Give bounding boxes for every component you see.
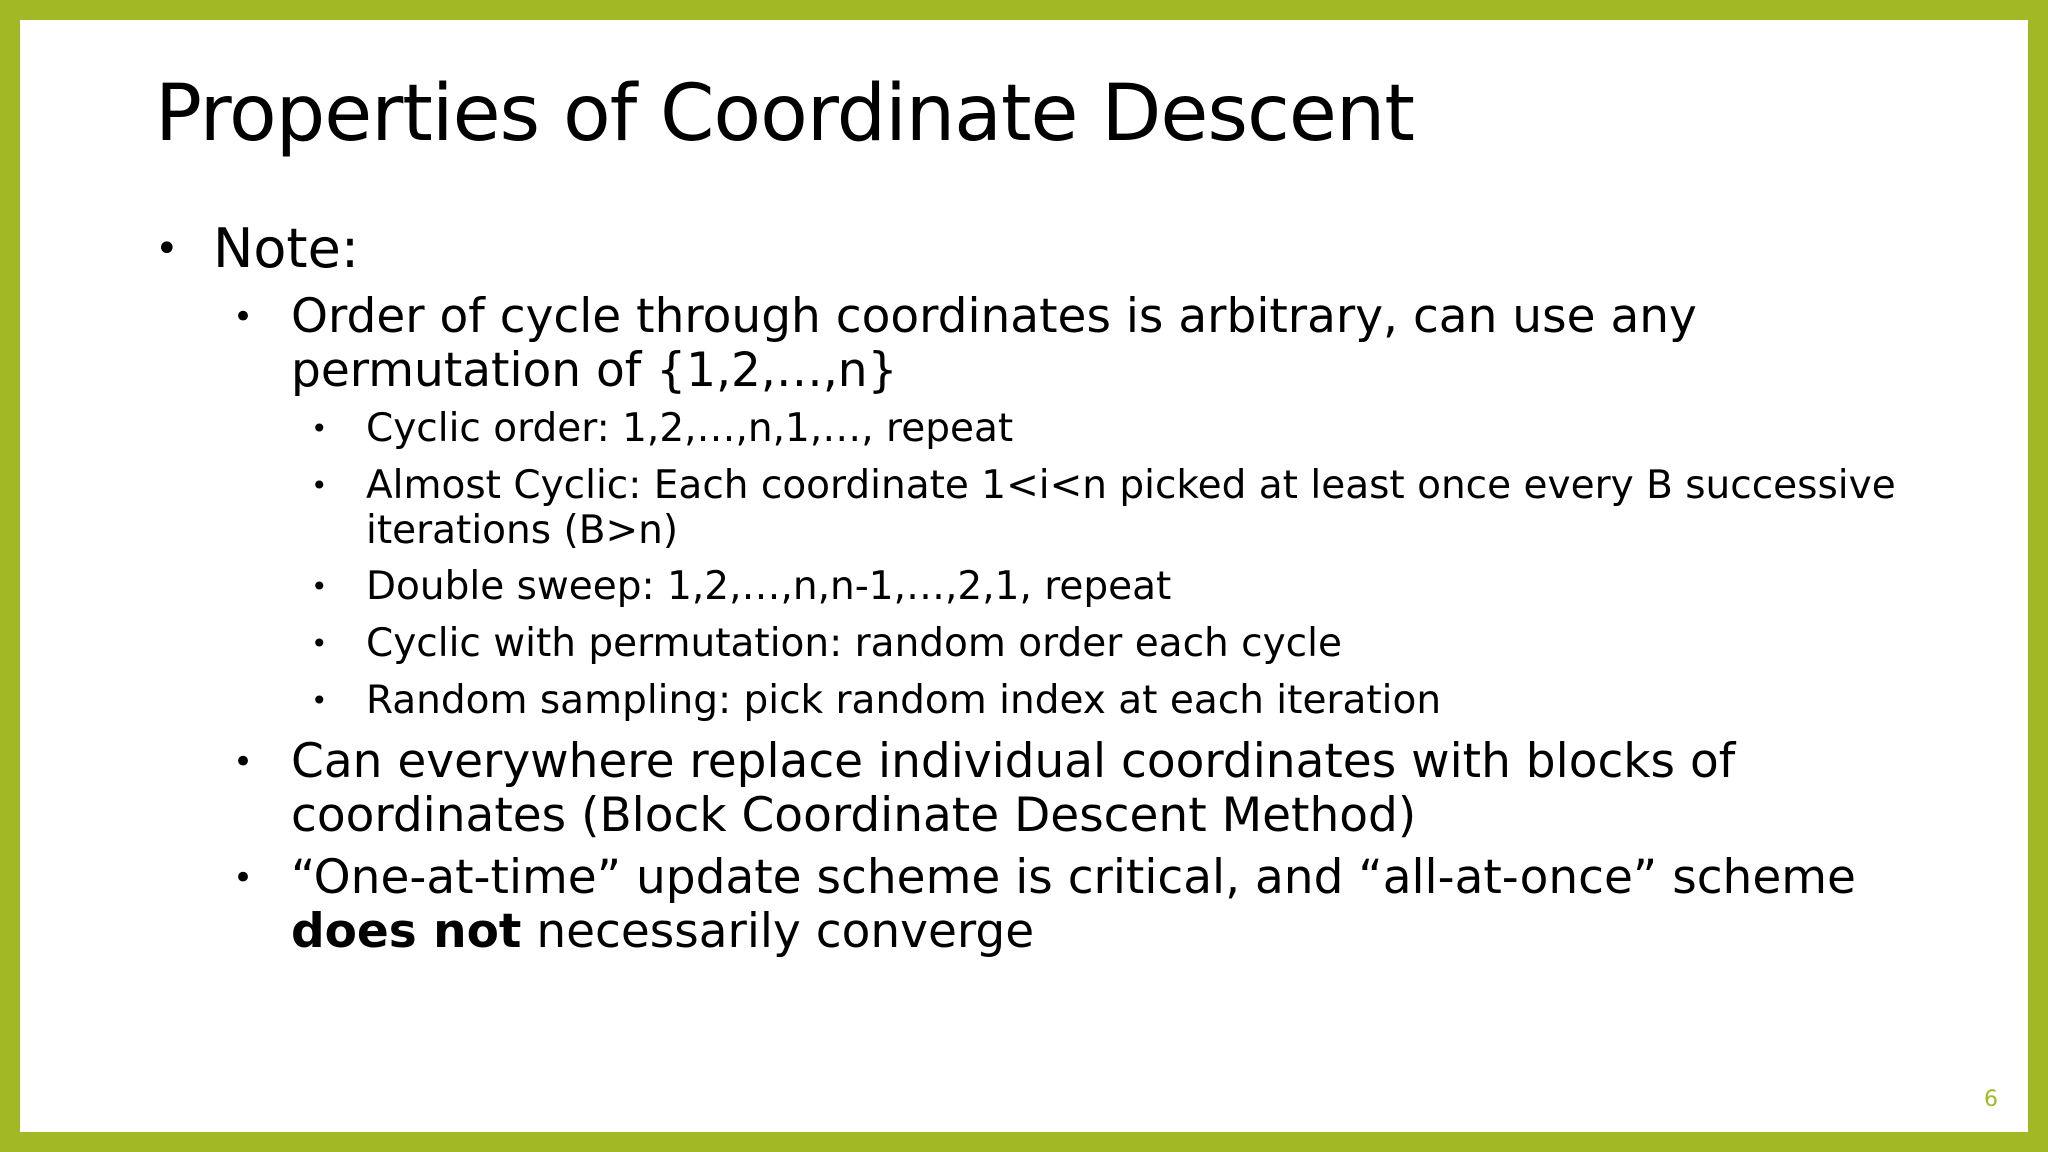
sub-bullet-text: Cyclic with permutation: random order each cycle [366, 621, 1342, 666]
sub-bullet-almost-cyclic [311, 463, 1935, 553]
sub-bullet-cyclic [311, 406, 1935, 452]
sub-bullet-text: Double sweep: 1,2,…,n,n-1,…,2,1, repeat [366, 564, 1172, 609]
blocks-text: Can everywhere replace individual coordinates with blocks of coordinates (Block Coordinate Descent Method) [291, 734, 1736, 843]
bullet-dot: • [155, 226, 179, 272]
bullet-dot: • [233, 858, 254, 898]
slide [20, 20, 2028, 1132]
bullet-dot: • [311, 570, 328, 603]
scheme-text-before: “One-at-time” update scheme is critical, and “all-at-once” scheme [291, 850, 1856, 905]
bullet-note [155, 218, 1935, 280]
bullet-dot: • [311, 684, 328, 717]
sub-bullet-text: Almost Cyclic: Each coordinate 1<i<n picked at least once every B successive iterations (B>n) [366, 463, 1896, 553]
note-label: Note: [213, 217, 360, 280]
sub-bullet-random-sampling [311, 678, 1935, 724]
sub-bullet-cyclic-permutation [311, 621, 1935, 667]
slide-title: Properties of Coordinate Descent [155, 69, 1414, 159]
page-number: 6 [1984, 1087, 1998, 1112]
sub-bullet-double-sweep [311, 564, 1935, 610]
bullet-order [233, 290, 1935, 398]
scheme-text-after: necessarily converge [521, 904, 1035, 959]
bullet-blocks [233, 735, 1935, 843]
sub-bullet-text: Random sampling: pick random index at each iteration [366, 678, 1442, 723]
bullet-dot: • [311, 412, 328, 445]
bullet-dot: • [311, 469, 328, 502]
sub-bullet-text: Cyclic order: 1,2,…,n,1,…, repeat [366, 406, 1014, 451]
bullet-scheme [233, 851, 1935, 959]
bullet-dot: • [233, 742, 254, 782]
bullet-dot: • [233, 297, 254, 337]
order-text: Order of cycle through coordinates is arbitrary, can use any permutation of {1,2,…,n} [291, 289, 1697, 398]
bullet-dot: • [311, 627, 328, 660]
scheme-text-bold: does not [291, 904, 522, 959]
slide-body [155, 218, 1935, 967]
